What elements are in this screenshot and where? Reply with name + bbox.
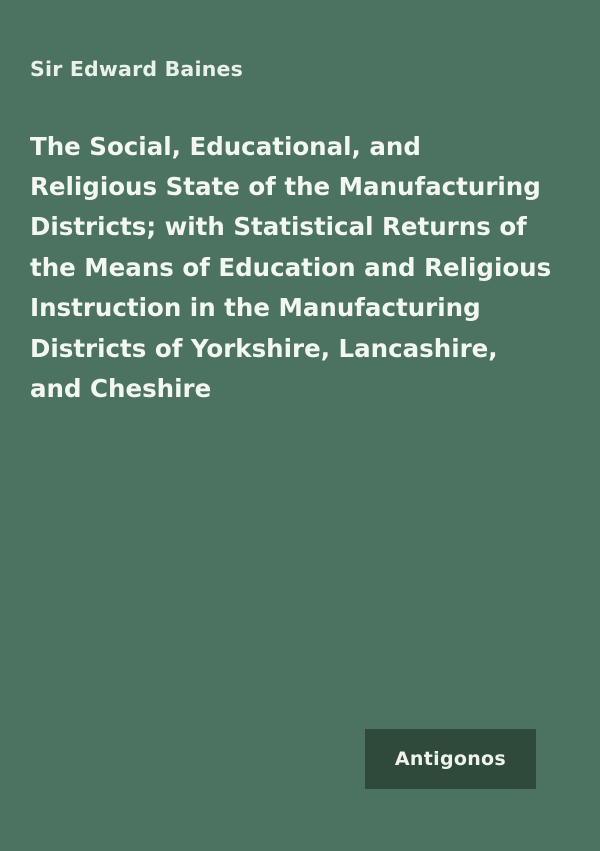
book-title: The Social, Educational, and Religious State of the Manufacturing Districts; with Statistical Returns of the Means of Education and Religious Instruction in the Manufacturing Districts of Yorkshire, Lancashire, and Cheshire <box>30 131 552 404</box>
publisher-badge: Antigonos <box>365 729 536 789</box>
publisher-row <box>30 729 554 811</box>
cover-spacer <box>30 410 554 729</box>
author-name: Sir Edward Baines <box>30 57 243 81</box>
